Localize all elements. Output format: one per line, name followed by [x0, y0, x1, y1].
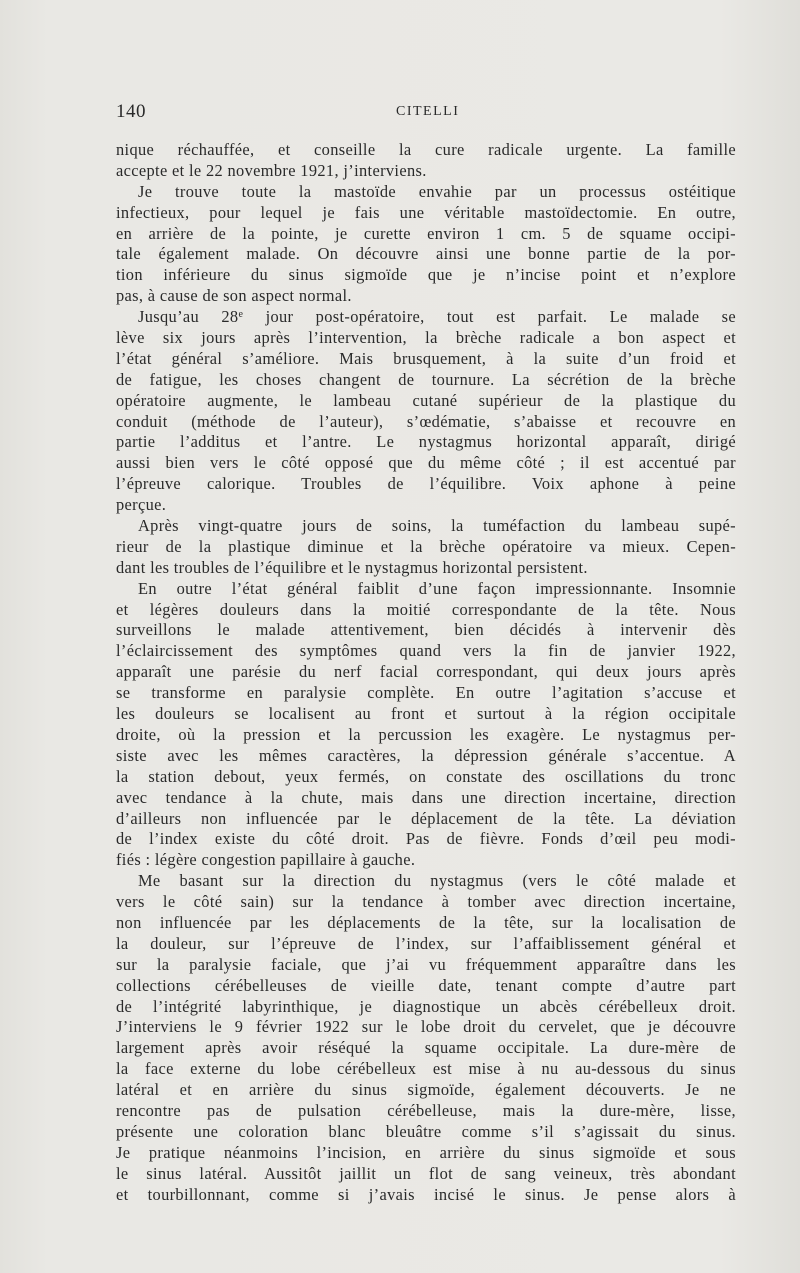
text-line: avec tendance à la chute, mais dans une direction incertaine, direction: [116, 787, 736, 807]
text-line: l’épreuve calorique. Troubles de l’équilibre. Voix aphone à peine: [116, 474, 736, 494]
page-header: [116, 101, 736, 125]
text-line: accepte et le 22 novembre 1921, j’interviens.: [116, 160, 427, 180]
text-line: et légères douleurs dans la moitié correspondante de la tête. Nous: [116, 599, 736, 619]
text-line: d’ailleurs non influencée par le déplacement de la tête. La déviation: [116, 808, 736, 828]
text-line: pas, à cause de son aspect normal.: [116, 286, 352, 306]
text-line: latéral et en arrière du sinus sigmoïde, également découverts. Je ne: [116, 1080, 736, 1100]
text-line: rencontre pas de pulsation cérébelleuse, mais la dure-mère, lisse,: [116, 1100, 736, 1120]
text-line: dant les troubles de l’équilibre et le nystagmus horizontal persistent.: [116, 557, 588, 577]
text-line: en arrière de la pointe, je curette environ 1 cm. 5 de squame occipi-: [116, 223, 736, 243]
text-line: le sinus latéral. Aussitôt jaillit un flot de sang veineux, très abondant: [116, 1163, 736, 1183]
text-line: la douleur, sur l’épreuve de l’index, sur l’affaiblissement général et: [116, 933, 736, 953]
text-line: la station debout, yeux fermés, on constate des oscillations du tronc: [116, 766, 736, 786]
text-line: lève six jours après l’intervention, la brèche radicale a bon aspect et: [116, 328, 736, 348]
text-line: aussi bien vers le côté opposé que du même côté ; il est accentué par: [116, 453, 736, 473]
text-line: apparaît une parésie du nerf facial correspondant, qui deux jours après: [116, 662, 736, 682]
text-line: tion inférieure du sinus sigmoïde que je n’incise point et n’explore: [116, 265, 736, 285]
text-line: opératoire augmente, le lambeau cutané supérieur de la plastique du: [116, 390, 736, 410]
text-line: largement après avoir réséqué la squame occipitale. La dure-mère de: [116, 1038, 736, 1058]
text-line: non influencée par les déplacements de la tête, sur la localisation de: [116, 912, 736, 932]
text-line: infectieux, pour lequel je fais une véritable mastoïdectomie. En outre,: [116, 202, 736, 222]
text-line: J’interviens le 9 février 1922 sur le lobe droit du cervelet, que je découvre: [116, 1017, 736, 1037]
text-line: tale également malade. On découvre ainsi une bonne partie de la por-: [116, 244, 736, 264]
text-line: de l’intégrité labyrinthique, je diagnostique un abcès cérébelleux droit.: [116, 996, 736, 1016]
text-line: rieur de la plastique diminue et la brèche opératoire va mieux. Cepen-: [116, 536, 736, 556]
text-line: fiés : légère congestion papillaire à gauche.: [116, 850, 416, 870]
text-line: et tourbillonnant, comme si j’avais incisé le sinus. Je pense alors à: [116, 1184, 736, 1204]
text-line: Me basant sur la direction du nystagmus (vers le côté malade et: [138, 871, 736, 891]
text-line: sur la paralysie faciale, que j’ai vu fréquemment apparaître dans les: [116, 954, 736, 974]
text-line: partie l’additus et l’antre. Le nystagmus horizontal apparaît, dirigé: [116, 432, 736, 452]
text-line: vers le côté sain) sur la tendance à tomber avec direction incertaine,: [116, 892, 736, 912]
text-line: Après vingt-quatre jours de soins, la tuméfaction du lambeau supé-: [138, 516, 736, 536]
text-line: En outre l’état général faiblit d’une façon impressionnante. Insomnie: [138, 578, 736, 598]
page-number: 140: [116, 101, 146, 122]
text-line: collections cérébelleuses de vieille date, tenant compte d’autre part: [116, 975, 736, 995]
text-line: la face externe du lobe cérébelleux est mise à nu au-dessous du sinus: [116, 1059, 736, 1079]
text-line: surveillons le malade attentivement, bien décidés à intervenir dès: [116, 620, 736, 640]
text-line: de l’index existe du côté droit. Pas de fièvre. Fonds d’œil peu modi-: [116, 829, 736, 849]
body-text: [116, 140, 736, 1205]
text-line: Je pratique néanmoins l’incision, en arrière du sinus sigmoïde et sous: [116, 1142, 736, 1162]
text-line: se transforme en paralysie complète. En outre l’agitation s’accuse et: [116, 683, 736, 703]
text-line: nique réchauffée, et conseille la cure radicale urgente. La famille: [116, 140, 736, 159]
text-line: conduit (méthode de l’auteur), s’œdématie, s’abaisse et recouvre en: [116, 411, 736, 431]
text-line: siste avec les mêmes caractères, la dépression générale s’accentue. A: [116, 745, 736, 765]
text-line: les douleurs se localisent au front et surtout à la région occipitale: [116, 704, 736, 724]
text-line: l’état général s’améliore. Mais brusquement, à la suite d’un froid et: [116, 348, 736, 368]
text-line: perçue.: [116, 495, 167, 515]
text-line: droite, où la pression et la percussion les exagère. Le nystagmus per-: [116, 724, 736, 744]
text-line: de fatigue, les choses changent de tournure. La sécrétion de la brèche: [116, 369, 736, 389]
running-title: CITELLI: [396, 104, 460, 119]
text-line: l’éclaircissement des symptômes quand vers la fin de janvier 1922,: [116, 641, 736, 661]
text-line: Je trouve toute la mastoïde envahie par un processus ostéitique: [138, 181, 736, 201]
text-line: présente une coloration blanc bleuâtre comme s’il s’agissait du sinus.: [116, 1121, 736, 1141]
text-line: Jusqu’au 28e jour post-opératoire, tout est parfait. Le malade se: [138, 307, 736, 327]
